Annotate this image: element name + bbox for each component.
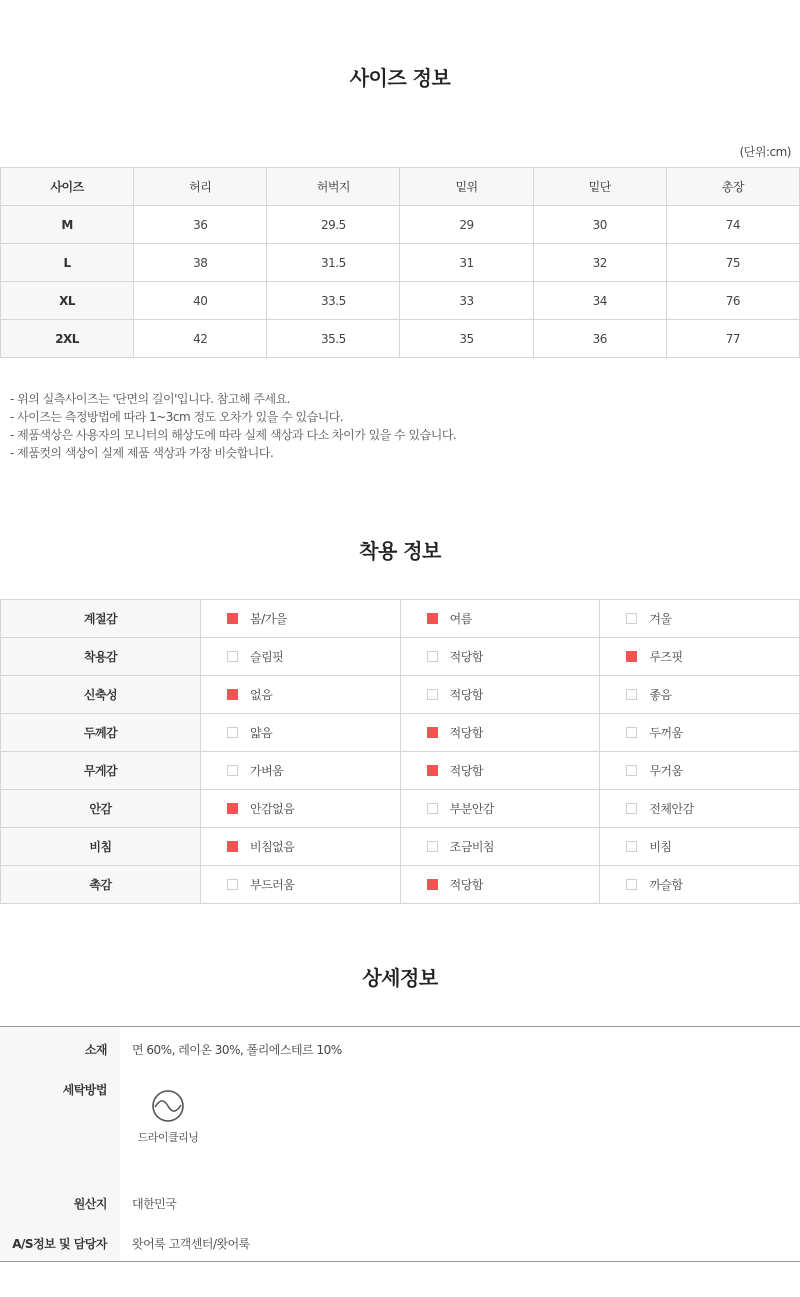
size-value-cell: 77 xyxy=(666,320,799,358)
fit-option xyxy=(201,676,401,714)
size-header-cell: 허리 xyxy=(134,168,267,206)
size-row xyxy=(1,282,800,320)
size-info-title: 사이즈 정보 xyxy=(349,66,451,90)
fit-row-label: 무게감 xyxy=(1,752,201,790)
fit-row-label: 촉감 xyxy=(1,866,201,904)
fit-option-label: 적당함 xyxy=(449,878,483,892)
size-value-cell: 32 xyxy=(533,244,666,282)
size-value-cell: 74 xyxy=(666,206,799,244)
fit-option-label: 적당함 xyxy=(449,650,483,664)
size-value-cell: 33.5 xyxy=(267,282,400,320)
fit-option xyxy=(400,638,600,676)
fit-row-label: 착용감 xyxy=(1,638,201,676)
fit-option xyxy=(201,752,401,790)
size-label-cell: 2XL xyxy=(1,320,134,358)
size-note-line: - 제품색상은 사용자의 모니터의 해상도에 따라 실제 색상과 다소 차이가 있을 수 있습니다. xyxy=(10,428,457,442)
size-table xyxy=(0,167,800,358)
size-row xyxy=(1,320,800,358)
fit-row xyxy=(1,676,800,714)
size-header-cell: 밑단 xyxy=(533,168,666,206)
size-notes xyxy=(10,390,456,462)
fit-option-label: 부드러움 xyxy=(250,878,295,892)
fit-option xyxy=(201,828,401,866)
fit-option-label: 루즈핏 xyxy=(649,650,683,664)
unchecked-box-icon xyxy=(427,651,438,662)
fit-option-label: 적당함 xyxy=(449,764,483,778)
unchecked-box-icon xyxy=(227,765,238,776)
size-note-line: - 제품컷의 색상이 실제 제품 색상과 가장 비슷합니다. xyxy=(10,446,274,460)
unchecked-box-icon xyxy=(227,879,238,890)
fit-option xyxy=(400,752,600,790)
fit-option xyxy=(600,714,800,752)
origin-label: 원산지 xyxy=(0,1187,120,1227)
fit-option xyxy=(201,866,401,904)
fit-option xyxy=(400,790,600,828)
size-value-cell: 29 xyxy=(400,206,533,244)
size-value-cell: 33 xyxy=(400,282,533,320)
fit-row-label: 안감 xyxy=(1,790,201,828)
fit-row-label: 신축성 xyxy=(1,676,201,714)
detail-info-title: 상세정보 xyxy=(362,966,438,990)
fit-option-label: 부분안감 xyxy=(449,802,495,816)
size-header-row xyxy=(1,168,800,206)
unchecked-box-icon xyxy=(427,841,438,852)
unchecked-box-icon xyxy=(626,879,637,890)
fit-option xyxy=(201,600,401,638)
checked-box-icon xyxy=(227,613,238,624)
fit-option xyxy=(201,638,401,676)
fit-info-title: 착용 정보 xyxy=(359,539,441,563)
unchecked-box-icon xyxy=(427,689,438,700)
fit-option-label: 좋음 xyxy=(649,688,672,702)
fit-option xyxy=(600,600,800,638)
washing-value: 드라이클리닝 xyxy=(137,1131,199,1144)
fit-option-label: 여름 xyxy=(449,612,472,626)
size-row xyxy=(1,206,800,244)
unchecked-box-icon xyxy=(626,727,637,738)
fit-option xyxy=(600,676,800,714)
fit-option xyxy=(600,752,800,790)
fit-option-label: 얇음 xyxy=(250,726,273,740)
size-label-cell: M xyxy=(1,206,134,244)
size-value-cell: 40 xyxy=(134,282,267,320)
fit-option xyxy=(201,714,401,752)
size-header-cell: 허벅지 xyxy=(267,168,400,206)
fit-option xyxy=(400,676,600,714)
material-value: 면 60%, 레이온 30%, 폴리에스테르 10% xyxy=(132,1043,342,1057)
size-value-cell: 31 xyxy=(400,244,533,282)
checked-box-icon xyxy=(427,765,438,776)
size-value-cell: 35 xyxy=(400,320,533,358)
washing-care xyxy=(133,1089,203,1145)
fit-option-label: 무거움 xyxy=(649,764,683,778)
fit-option xyxy=(400,714,600,752)
fit-option xyxy=(201,790,401,828)
as-label: A/S정보 및 담당자 xyxy=(0,1227,120,1261)
fit-row xyxy=(1,790,800,828)
fit-option-label: 적당함 xyxy=(449,726,483,740)
size-value-cell: 30 xyxy=(533,206,666,244)
size-note-line: - 사이즈는 측정방법에 따라 1~3cm 정도 오차가 있을 수 있습니다. xyxy=(10,410,344,424)
fit-option xyxy=(400,828,600,866)
size-header-cell: 사이즈 xyxy=(1,168,134,206)
fit-row xyxy=(1,714,800,752)
material-label: 소재 xyxy=(0,1027,120,1073)
fit-option-label: 안감없음 xyxy=(250,802,295,816)
fit-option-label: 전체안감 xyxy=(649,802,694,816)
fit-option-label: 조금비침 xyxy=(449,840,495,854)
fit-option xyxy=(600,638,800,676)
size-value-cell: 35.5 xyxy=(267,320,400,358)
size-header-cell: 총장 xyxy=(666,168,799,206)
unchecked-box-icon xyxy=(626,689,637,700)
fit-option-label: 봄/가을 xyxy=(250,612,287,626)
detail-row-as xyxy=(0,1227,800,1261)
fit-row xyxy=(1,828,800,866)
checked-box-icon xyxy=(427,727,438,738)
unchecked-box-icon xyxy=(626,803,637,814)
unchecked-box-icon xyxy=(427,803,438,814)
size-note-line: - 위의 실측사이즈는 '단면의 길이'입니다. 참고해 주세요. xyxy=(10,392,290,406)
fit-option-label: 적당함 xyxy=(449,688,483,702)
fit-row xyxy=(1,752,800,790)
fit-table xyxy=(0,599,800,904)
fit-option-label: 가벼움 xyxy=(250,764,284,778)
detail-table xyxy=(0,1026,800,1262)
size-value-cell: 38 xyxy=(134,244,267,282)
unchecked-box-icon xyxy=(227,651,238,662)
dry-clean-icon xyxy=(151,1089,185,1123)
size-value-cell: 42 xyxy=(134,320,267,358)
fit-option-label: 두꺼움 xyxy=(649,726,683,740)
size-value-cell: 31.5 xyxy=(267,244,400,282)
size-value-cell: 36 xyxy=(134,206,267,244)
fit-option-label: 겨울 xyxy=(649,612,672,626)
fit-option-label: 슬림핏 xyxy=(250,650,284,664)
size-value-cell: 36 xyxy=(533,320,666,358)
origin-value: 대한민국 xyxy=(132,1197,177,1211)
size-header-cell: 밑위 xyxy=(400,168,533,206)
fit-option-label: 비침없음 xyxy=(250,840,295,854)
unchecked-box-icon xyxy=(626,613,637,624)
checked-box-icon xyxy=(227,689,238,700)
checked-box-icon xyxy=(427,613,438,624)
detail-row-material xyxy=(0,1027,800,1073)
washing-label: 세탁방법 xyxy=(0,1073,120,1187)
fit-option xyxy=(400,866,600,904)
fit-row xyxy=(1,600,800,638)
detail-row-washing xyxy=(0,1073,800,1187)
fit-option-label: 비침 xyxy=(649,840,672,854)
unit-note: (단위:cm) xyxy=(739,145,791,159)
checked-box-icon xyxy=(427,879,438,890)
unchecked-box-icon xyxy=(227,727,238,738)
checked-box-icon xyxy=(227,841,238,852)
size-value-cell: 34 xyxy=(533,282,666,320)
as-value: 왓어룩 고객센터/왓어룩 xyxy=(132,1237,250,1251)
size-row xyxy=(1,244,800,282)
fit-row-label: 비침 xyxy=(1,828,201,866)
fit-option xyxy=(400,600,600,638)
detail-row-origin xyxy=(0,1187,800,1227)
unchecked-box-icon xyxy=(626,765,637,776)
size-value-cell: 75 xyxy=(666,244,799,282)
fit-row-label: 계절감 xyxy=(1,600,201,638)
fit-option xyxy=(600,828,800,866)
fit-row-label: 두께감 xyxy=(1,714,201,752)
fit-option-label: 까슬함 xyxy=(649,878,683,892)
checked-box-icon xyxy=(626,651,637,662)
fit-option-label: 없음 xyxy=(250,688,273,702)
fit-option xyxy=(600,866,800,904)
checked-box-icon xyxy=(227,803,238,814)
size-value-cell: 76 xyxy=(666,282,799,320)
fit-row xyxy=(1,638,800,676)
size-value-cell: 29.5 xyxy=(267,206,400,244)
size-label-cell: L xyxy=(1,244,134,282)
size-label-cell: XL xyxy=(1,282,134,320)
fit-option xyxy=(600,790,800,828)
unchecked-box-icon xyxy=(626,841,637,852)
fit-row xyxy=(1,866,800,904)
